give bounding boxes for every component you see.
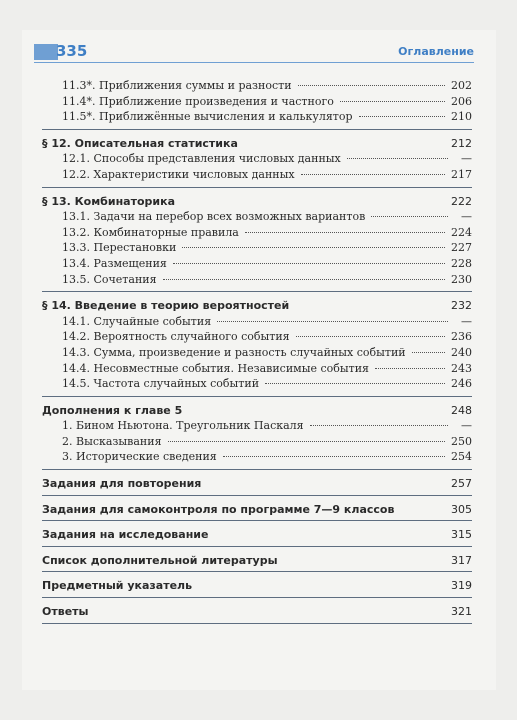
toc-entry: 12.2. Характеристики числовых данных 217 — [62, 167, 472, 181]
toc-entry: 14.2. Вероятность случайного события 236 — [62, 330, 472, 344]
toc-entry: 14.4. Несовместные события. Независимые события 243 — [62, 361, 472, 375]
toc-entry: 13.2. Комбинаторные правила 224 — [62, 225, 472, 239]
header-color-bar — [34, 44, 58, 60]
toc-entry: 11.5*. Приближённые вычисления и калькулятор 210 — [62, 110, 472, 124]
toc-entry: 1. Бином Ньютона. Треугольник Паскаля — — [62, 419, 472, 433]
toc-section-index — [42, 578, 472, 598]
toc-section-heading: Список дополнительной литературы 317 — [42, 553, 472, 567]
toc-entry: 13.1. Задачи на перебор всех возможных вариантов — — [62, 210, 472, 224]
page-number: 335 — [56, 42, 88, 60]
toc-section-selfcheck — [42, 502, 472, 522]
toc-section-12 — [42, 136, 472, 188]
toc-entry: 3. Исторические сведения 254 — [62, 450, 472, 464]
toc-section-heading: § 12. Описательная статистика 212 — [42, 136, 472, 150]
toc-entry: 12.1. Способы представления числовых данных — — [62, 152, 472, 166]
toc-section-review — [42, 476, 472, 496]
toc-section-research — [42, 527, 472, 547]
toc-section-heading: Предметный указатель 319 — [42, 579, 472, 593]
toc-section-answers — [42, 604, 472, 624]
toc-section-literature — [42, 553, 472, 573]
toc-entry: 11.4*. Приближение произведения и частного 206 — [62, 94, 472, 108]
toc-section-13 — [42, 194, 472, 293]
toc-entry: 13.3. Перестановки 227 — [62, 241, 472, 255]
toc-entry: 2. Высказывания 250 — [62, 434, 472, 448]
toc-section-heading: § 13. Комбинаторика 222 — [42, 194, 472, 208]
toc-section-heading: Задания для повторения 257 — [42, 477, 472, 491]
toc-section-heading: Задания для самоконтроля по программе 7—9 классов 305 — [42, 502, 472, 516]
toc-entry: 14.5. Частота случайных событий 246 — [62, 377, 472, 391]
page-header — [34, 42, 474, 64]
toc-section-14 — [42, 298, 472, 397]
toc-section-heading: Дополнения к главе 5 248 — [42, 403, 472, 417]
toc-entry: 14.3. Сумма, произведение и разность случайных событий 240 — [62, 345, 472, 359]
header-rule — [34, 62, 474, 63]
toc-section-appendix — [42, 403, 472, 470]
toc-section-11 — [42, 78, 472, 130]
toc-section-heading: § 14. Введение в теорию вероятностей 232 — [42, 299, 472, 313]
toc-entry: 13.4. Размещения 228 — [62, 256, 472, 270]
toc-entry: 11.3*. Приближения суммы и разности 202 — [62, 79, 472, 92]
toc-section-heading: Ответы 321 — [42, 605, 472, 619]
table-of-contents — [42, 78, 472, 630]
toc-entry: 14.1. Случайные события — — [62, 314, 472, 328]
toc-section-heading: Задания на исследование 315 — [42, 528, 472, 542]
toc-entry: 13.5. Сочетания 230 — [62, 272, 472, 286]
header-title: Оглавление — [398, 45, 474, 58]
